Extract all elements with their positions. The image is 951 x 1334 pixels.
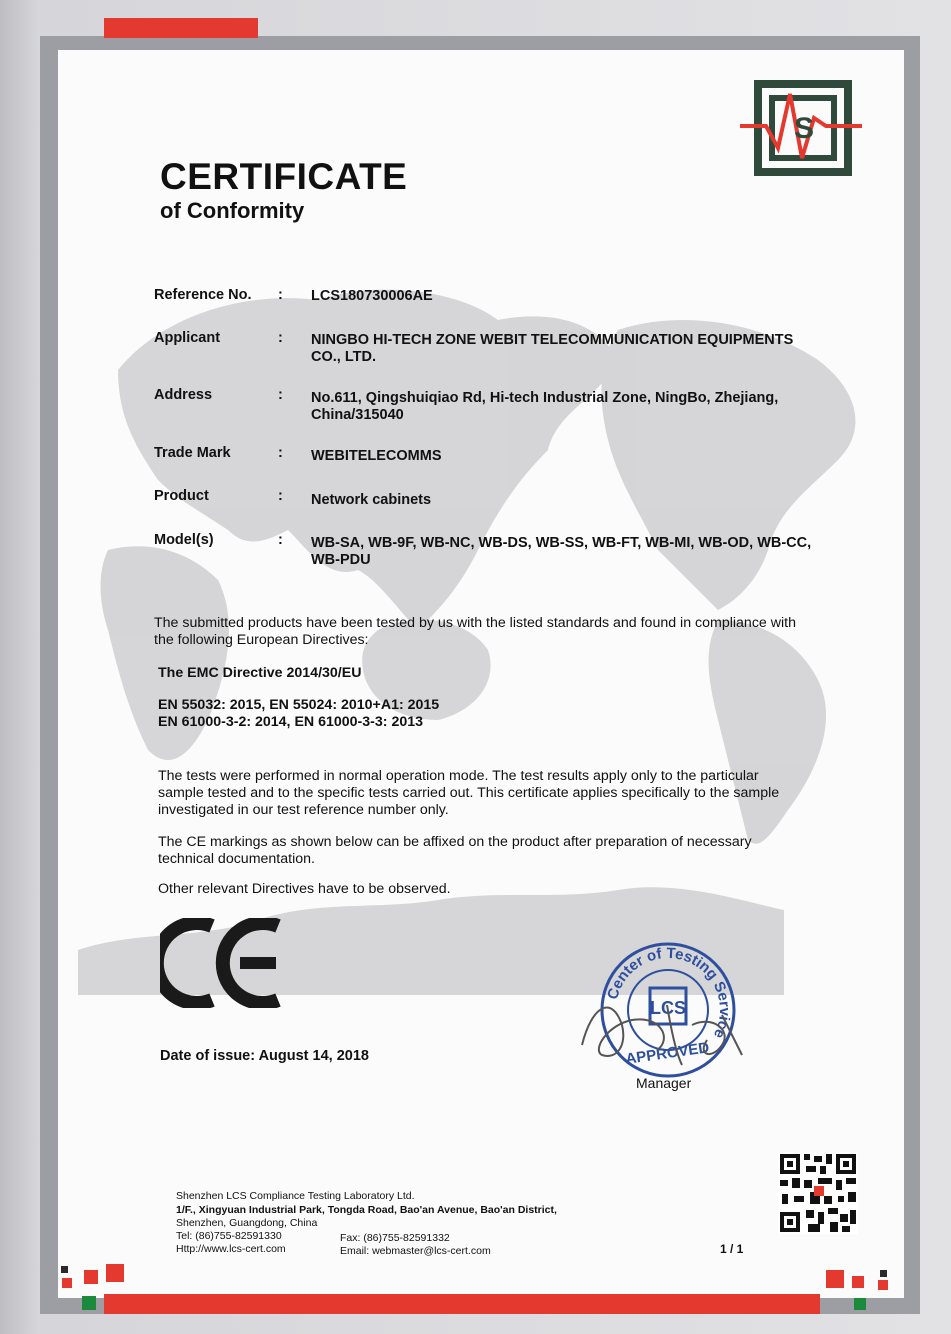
ce-marking-line: The CE markings as shown below can be affixed on the product after preparation of necessary xyxy=(158,834,752,850)
applicant-label: Applicant xyxy=(154,330,221,346)
corner-square xyxy=(62,1278,72,1288)
tests-line: The tests were performed in normal operation mode. The test results apply only to the particular xyxy=(158,768,759,784)
standards-line: EN 61000-3-2: 2014, EN 61000-3-3: 2013 xyxy=(158,714,424,730)
field-colon: : xyxy=(278,387,283,403)
stamp-approved-text: APPROVED xyxy=(624,1039,711,1068)
corner-square xyxy=(84,1270,98,1284)
field-colon: : xyxy=(278,532,283,548)
reference-value: LCS180730006AE xyxy=(311,288,433,304)
date-of-issue: Date of issue: August 14, 2018 xyxy=(160,1048,369,1064)
trademark-value: WEBITELECOMMS xyxy=(311,448,442,464)
tests-line: investigated in our test reference number only. xyxy=(158,802,449,818)
top-red-bar xyxy=(104,18,258,38)
tests-line: sample tested and to the specific tests carried out. This certificate applies specifically to the sample xyxy=(158,785,780,801)
models-value: WB-SA, WB-9F, WB-NC, WB-DS, WB-SS, WB-FT, WB-MI, WB-OD, WB-CC, xyxy=(311,535,812,551)
models-value-line2: WB-PDU xyxy=(311,552,371,568)
corner-square xyxy=(878,1280,888,1290)
standards-line: EN 55032: 2015, EN 55024: 2010+A1: 2015 xyxy=(158,697,440,713)
stamp-inner-text: LCS xyxy=(650,998,686,1018)
corner-square xyxy=(82,1296,96,1310)
address-value: No.611, Qingshuiqiao Rd, Hi-tech Industrial Zone, NingBo, Zhejiang, xyxy=(311,390,779,406)
applicant-value: NINGBO HI-TECH ZONE WEBIT TELECOMMUNICATION EQUIPMENTS xyxy=(311,332,794,348)
trademark-label: Trade Mark xyxy=(154,445,231,461)
field-colon: : xyxy=(278,488,283,504)
ce-marking-line: technical documentation. xyxy=(158,851,315,867)
product-value: Network cabinets xyxy=(311,492,432,508)
page-number: 1 / 1 xyxy=(720,1242,744,1256)
other-directives-text: Other relevant Directives have to be observed. xyxy=(158,881,451,897)
field-colon: : xyxy=(278,330,283,346)
corner-square xyxy=(852,1276,864,1288)
ce-mark-icon xyxy=(160,918,285,1008)
footer-fax: Fax: (86)755-82591332 xyxy=(340,1232,450,1244)
ce-marking-text xyxy=(158,834,858,868)
corner-square xyxy=(826,1270,844,1288)
corner-square xyxy=(880,1270,887,1277)
corner-square xyxy=(854,1298,866,1310)
directive-text: The EMC Directive 2014/30/EU xyxy=(158,665,362,681)
intro-text xyxy=(154,615,854,649)
footer-tel: Tel: (86)755-82591330 xyxy=(176,1230,282,1242)
product-label: Product xyxy=(154,488,209,504)
standards-text xyxy=(158,697,858,731)
field-colon: : xyxy=(278,445,283,461)
bottom-red-bar xyxy=(104,1294,820,1314)
corner-square xyxy=(61,1266,68,1273)
stamp-ring-text: Center of Testing Service xyxy=(604,944,734,1041)
footer-address: 1/F., Xingyuan Industrial Park, Tongda Road, Bao'an Avenue, Bao'an District, xyxy=(176,1204,557,1216)
manager-label: Manager xyxy=(636,1075,692,1091)
certificate-title: CERTIFICATE xyxy=(160,156,408,197)
footer-address-line2: Shenzhen, Guangdong, China xyxy=(176,1217,318,1229)
qr-code-icon xyxy=(778,1152,858,1234)
certificate-subtitle: of Conformity xyxy=(160,198,305,223)
address-label: Address xyxy=(154,387,213,403)
reference-label: Reference No. xyxy=(154,287,252,303)
field-colon: : xyxy=(278,287,283,303)
models-label: Model(s) xyxy=(154,532,214,548)
address-value-line2: China/315040 xyxy=(311,407,404,423)
intro-line: the following European Directives: xyxy=(154,632,369,648)
intro-line: The submitted products have been tested by us with the listed standards and found in compliance with xyxy=(154,615,796,631)
lcs-logo xyxy=(738,78,864,176)
svg-text:S: S xyxy=(793,112,815,145)
tests-text xyxy=(158,768,858,819)
corner-square xyxy=(106,1264,124,1282)
footer-web: Http://www.lcs-cert.com xyxy=(176,1243,286,1255)
manager-signature xyxy=(572,985,747,1075)
footer-lab-name: Shenzhen LCS Compliance Testing Laboratory Ltd. xyxy=(176,1190,415,1202)
applicant-value-line2: CO., LTD. xyxy=(311,349,376,365)
footer-email: Email: webmaster@lcs-cert.com xyxy=(340,1245,491,1257)
